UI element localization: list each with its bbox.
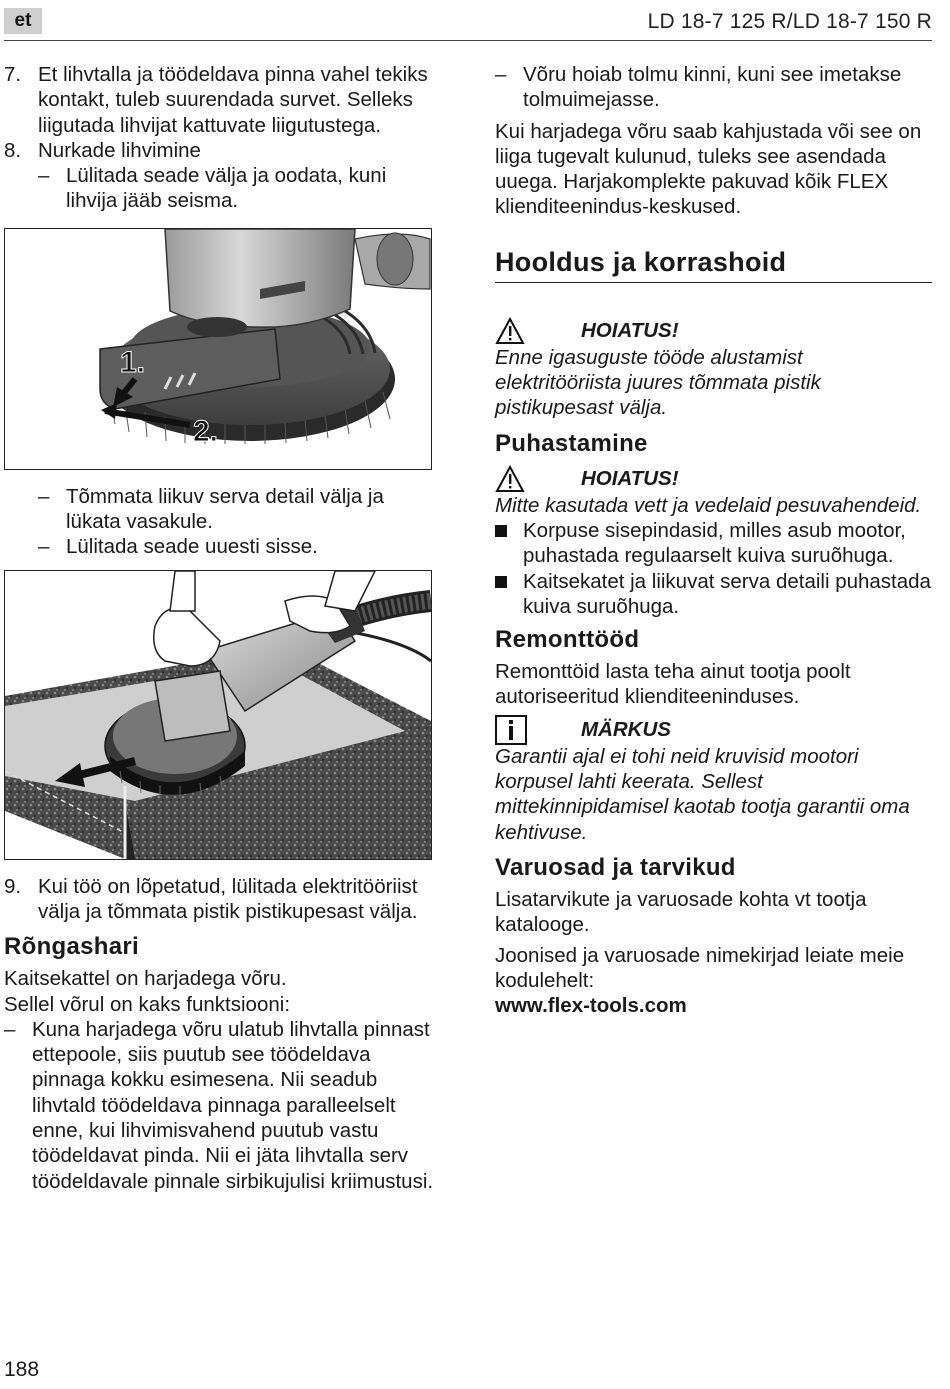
dash-item-pull-text: Tõmmata liikuv serva detail välja ja lükata vasakule.	[66, 484, 384, 534]
figure-corner-sanding	[4, 570, 432, 860]
ring-function-1: – Kuna harjadega võru ulatub lihvtalla pinnast ettepoole, siis puutub see töödeldava pinnaga kokku esimesena. Nii seadub lihvtald töödeldava pinnaga paralleelselt enne, kui lihvimisvahend puutub vastu töödeldavat pinda. Nii ei jäta lihvtalla serv töödeldavale pinnale sirbikujulisi kriimustusi.	[4, 1017, 436, 1194]
ring-brush-functions: Sellel võrul on kaks funktsiooni:	[4, 992, 291, 1016]
ring-brush-heading: Rõngashari	[4, 933, 140, 961]
step-7-text: Et lihvtalla ja töödeldava pinna vahel tekiks kontakt, tuleb suurendada survet. Selleks liigutada lihvijat kattuvate liigutustega.	[38, 63, 428, 137]
cleaning-bullet-2	[495, 569, 932, 620]
figure-edge-detail	[4, 228, 432, 470]
step-9	[4, 874, 436, 925]
repair-heading: Remonttööd	[495, 626, 640, 654]
note	[495, 716, 932, 744]
warning-2-label: HOIATUS!	[581, 466, 679, 490]
spare-parts-text-1: Lisatarvikute ja varuosade kohta vt tootja katalooge.	[495, 887, 867, 937]
cleaning-bullet-1-text: Korpuse sisepindasid, milles asub mootor, puhastada regulaarselt kuiva suruõhuga.	[523, 518, 906, 568]
ring-function-2: – Võru hoiab tolmu kinni, kuni see imetakse tolmuimejasse.	[495, 62, 932, 113]
cleaning-bullet-1	[495, 518, 932, 569]
warning-2-text: Mitte kasutada vett ja vedelaid pesuvahendeid.	[495, 493, 922, 517]
warning-1-text: Enne igasuguste tööde alustamist elektritööriista juures tõmmata pistik pistikupesast välja.	[495, 345, 821, 420]
cleaning-bullet-2-text: Kaitsekatet ja liikuvat serva detaili puhastada kuiva suruõhuga.	[523, 569, 931, 618]
spare-parts-heading: Varuosad ja tarvikud	[495, 853, 736, 881]
warning-triangle-icon	[495, 317, 581, 345]
dash-item-switch: – Lülitada seade uuesti sisse.	[4, 534, 436, 559]
dash-item-switch-text: Lülitada seade uuesti sisse.	[66, 535, 318, 559]
spare-parts-text-2: Joonised ja varuosade nimekirjad leiate meie kodulehelt:	[495, 943, 905, 992]
note-text: Garantii ajal ei tohi neid kruvisid mootori korpusel lahti keerata. Sellest mittekinnipidamisel kaotab tootja garantii oma kehtivuse.	[495, 744, 910, 844]
repair-text: Remonttöid lasta teha ainut tootja poolt autoriseeritud klienditeeninduses.	[495, 660, 851, 709]
website-link[interactable]: www.flex-tools.com	[495, 994, 687, 1018]
step-8-dash-text: Lülitada seade välja ja oodata, kuni lihvija jääb seisma.	[66, 164, 387, 213]
info-icon	[495, 715, 581, 745]
dash-item-pull: – Tõmmata liikuv serva detail välja ja lükata vasakule.	[4, 484, 436, 535]
figure-label-1: 1.	[120, 345, 146, 379]
page-number: 188	[4, 1358, 40, 1381]
language-tag: et	[4, 8, 42, 34]
figure-label-2: 2.	[193, 414, 219, 448]
cleaning-heading: Puhastamine	[495, 429, 648, 457]
step-9-number: 9.	[4, 874, 22, 898]
ring-brush-intro: Kaitsekattel on harjadega võru.	[4, 967, 287, 991]
step-8-number: 8.	[4, 138, 22, 162]
header-rule	[4, 40, 932, 41]
left-column	[4, 62, 436, 1194]
right-column	[495, 62, 932, 1018]
warning-1-label: HOIATUS!	[581, 318, 679, 342]
ring-brush-replace: Kui harjadega võru saab kahjustada või see on liiga tugevalt kulunud, tuleks see asendada uuega. Harjakomplekte pakuvad kõik FLEX klienditeenindus-keskused.	[495, 119, 922, 219]
step-8-dash: – Lülitada seade välja ja oodata, kuni lihvija jääb seisma.	[4, 163, 436, 214]
square-bullet-icon	[495, 569, 523, 620]
step-8-text: Nurkade lihvimine	[38, 138, 201, 162]
corner-sanding-illustration	[5, 571, 431, 859]
step-9-text: Kui töö on lõpetatud, lülitada elektritööriist välja ja tõmmata pistik pistikupesast välja.	[38, 874, 418, 923]
warning-2	[495, 465, 932, 493]
warning-triangle-icon	[495, 465, 581, 493]
square-bullet-icon	[495, 518, 523, 569]
note-label: MÄRKUS	[581, 717, 671, 741]
step-7	[4, 62, 436, 138]
step-8	[4, 138, 436, 163]
step-7-number: 7.	[4, 63, 22, 86]
warning-1	[495, 317, 932, 345]
grinder-guard-illustration	[5, 229, 431, 469]
maintenance-heading: Hooldus ja korrashoid	[495, 246, 932, 283]
ring-function-2-text: Võru hoiab tolmu kinni, kuni see imetakse tolmuimejasse.	[523, 63, 902, 112]
ring-function-1-text: Kuna harjadega võru ulatub lihvtalla pinnast ettepoole, siis puutub see töödeldava pinnaga kokku esimesena. Nii seadub lihvtald töödeldava pinnaga paralleelselt enne, kui lihvimisvahend puutub vastu töödeldavat pinda. Nii ei jäta lihvtalla serv töödeldavale pinnale sirbikujulisi kriimustusi.	[32, 1017, 434, 1193]
model-header: LD 18-7 125 R/LD 18-7 150 R	[647, 10, 932, 33]
